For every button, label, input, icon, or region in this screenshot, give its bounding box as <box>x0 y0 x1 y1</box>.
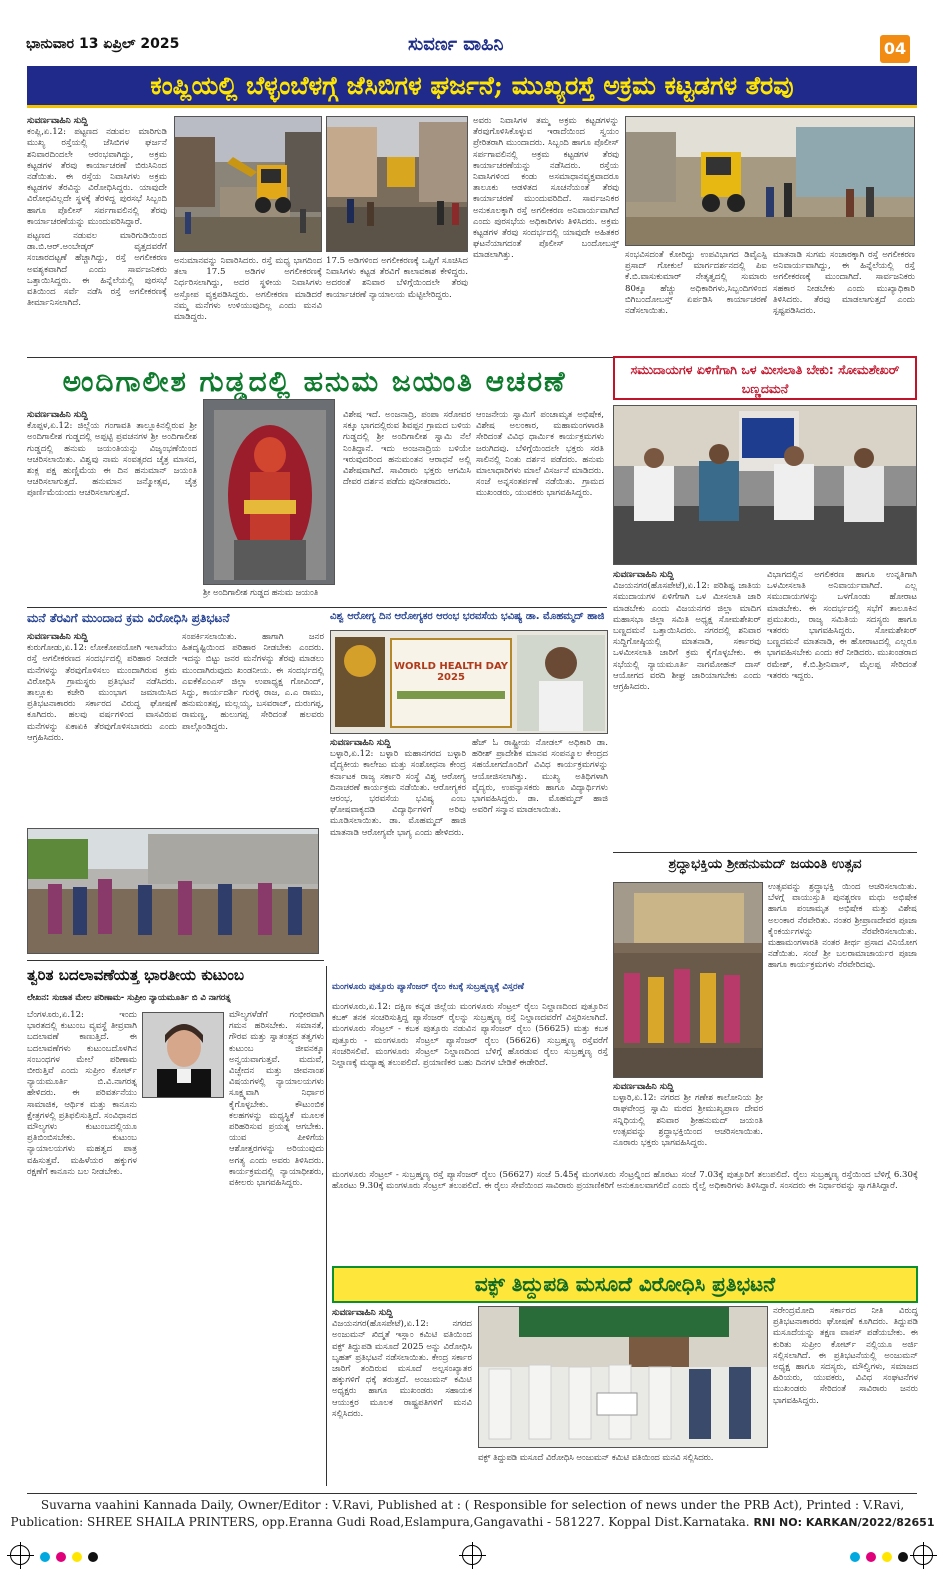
story5-column-1 <box>330 738 466 974</box>
story1-column-1 <box>27 116 167 356</box>
story1-column-5 <box>625 250 767 356</box>
story8-text-1: ಮಂಗಳೂರು,ಏ.12: ದಕ್ಷಿಣ ಕನ್ನಡ ಜಿಲ್ಲೆಯ ಮಂಗಳೂರು ಸೆಂಟ್ರಲ್ ರೈಲು ನಿಲ್ದಾಣದಿಂದ ಪುತ್ತೂರಿನ ಕಬಕ್ ತನಕ ಸಂಚರಿಸುತ್ತಿದ್ದ ಪ್ಯಾಸೆಂಜರ್ ರೈಲನ್ನು ಸುಬ್ರಹ್ಮಣ್ಯ ರಸ್ತೆ ನಿಲ್ದಾಣದವರೆಗೆ ವಿಸ್ತರಿಸಲಾಗಿದೆ. ಮಂಗಳೂರು ಸೆಂಟ್ರಲ್ - ಕಬಕ ಪುತ್ತೂರು ನಡುವಿನ ಪ್ಯಾಸೆಂಜರ್ ರೈಲು (56625) ಮತ್ತು ಕಬಕ ಪುತ್ತೂರು - ಮಂಗಳೂರು ಸೆಂಟ್ರಲ್ ಪ್ಯಾಸೆಂಜರ್ ರೈಲು (56626) ಸುಬ್ರಹ್ಮಣ್ಯ ರಸ್ತೆವರೆಗೆ ಸಂಚರಿಸಲಿವೆ. ಮಂಗಳೂರು ಸೆಂಟ್ರಲ್ ನಿಲ್ದಾಣದಿಂದ ಬೆಳಿಗ್ಗೆ ಹೊರಡುವ ರೈಲು ಸುಬ್ರಹ್ಮಣ್ಯ ರಸ್ತೆ ನಿಲ್ದಾಣಕ್ಕೆ ಮಧ್ಯಾಹ್ನ ತಲುಪಲಿದೆ. ಪ್ರಯಾಣಿಕರ ಬಹು ದಿನಗಳ ಬೇಡಿಕೆ ಈಡೇರಿದೆ. <box>332 1002 608 1069</box>
story1-text-5: ಸಂಭವಿಸದಂತೆ ಕೋರಿದ್ದು ಉಪವಿಭಾಗದ ಡಿವೈಎಸ್ಪಿ ಪ್ರಸಾದ್ ಗೋಕುಲೆ ಮಾರ್ಗದರ್ಶನದಲ್ಲಿ ಪಿಐ ಕೆ.ಬಿ.ವಾಸುಕುಮಾರ್ ನೇತೃತ್ವದಲ್ಲಿ ಸುಮಾರು 80ಕ್ಕೂ ಹೆಚ್ಚು ಅಧಿಕಾರಿಗಳು,ಸಿಬ್ಬಂದಿಗಳಿಂದ ಬಿಗಿಬಂದೋಬಸ್ತ್ ಏರ್ಪಡಿಸಿ ಕಾರ್ಯಾಚರಣೆ ನಡೆಸಲಾಯಿತು. <box>625 250 767 317</box>
story1-text-1b: ಪಟ್ಟಣದ ನಡುವಲ ಮಾರಿಗುಡಿಯಿಂದ ಡಾ.ಬಿ.ಆರ್.ಅಂಬೇಡ್ಕರ್ ವೃತ್ತದವರೆಗೆ ಸಂಚಾರದಟ್ಟಣೆ ಹೆಚ್ಚಾಗಿದ್ದು, ರಸ್ತೆ ಅಗಲೀಕರಣ ಅವಶ್ಯಕವಾಗಿದೆ ಎಂದು ಸಾರ್ವಜನಿಕರು ಒತ್ತಾಯಿಸಿದ್ದರು. ಈ ಹಿನ್ನೆಲೆಯಲ್ಲಿ ಪುರಸಭೆ ವತಿಯಿಂದ ಸರ್ವೆ ನಡೆಸಿ ರಸ್ತೆ ಅಗಲೀಕರಣಕ್ಕೆ ತೀರ್ಮಾನಿಸಲಾಗಿದೆ. <box>27 231 167 309</box>
story9-caption: ವಕ್ಫ್ ತಿದ್ದುಪಡಿ ಮಸೂದೆ ವಿರೋಧಿಸಿ ಅಂಜುಮನ್ ಕಮಿಟಿ ವತಿಯಿಂದ ಮನವಿ ಸಲ್ಲಿಸಿದರು. <box>478 1452 714 1462</box>
jcb-demolition-image <box>175 117 322 252</box>
yellow-color-dot <box>882 1552 892 1562</box>
story5-column-2 <box>472 738 608 974</box>
story1-byline: ಸುವರ್ಣವಾಹಿನಿ ಸುದ್ದಿ <box>27 116 88 126</box>
press-meet-image <box>614 406 917 565</box>
lead-headline: ಕಂಪ್ಲಿಯಲ್ಲಿ ಬೆಳ್ಳಂಬೆಳಗ್ಗೆ ಜೆಸಿಬಿಗಳ ಘರ್ಜನೆ; ಮುಖ್ಯರಸ್ತೆ ಅಕ್ರಮ ಕಟ್ಟಡಗಳ ತೆರವು <box>27 66 917 108</box>
black-color-dot <box>898 1552 908 1562</box>
story2-caption: ಶ್ರೀ ಅಂದಿಗಾಲೀಶ ಗುಡ್ಡದ ಹನುಮ ಜಯಂತಿ <box>203 587 319 597</box>
story3-byline: ಸುವರ್ಣವಾಹಿನಿ ಸುದ್ದಿ <box>613 570 674 580</box>
black-color-dot <box>88 1552 98 1562</box>
story8-column-1 <box>332 1002 608 1166</box>
street-crowd-image <box>327 117 468 252</box>
story6-byline: ಸುವರ್ಣವಾಹಿನಿ ಸುದ್ದಿ <box>613 1082 674 1092</box>
story9-column-1 <box>332 1308 472 1488</box>
page-header <box>0 0 945 66</box>
jcb-crowd-image <box>626 117 915 246</box>
temple-devotees-image <box>614 883 763 1078</box>
world-health-day-poster-title: WORLD HEALTH DAY 2025 <box>393 661 509 683</box>
story1-photo-jcb <box>625 116 915 246</box>
imprint-line-1: Suvarna vaahini Kannada Daily, Owner/Editor : V.Ravi, Published at : ( Responsible for selection of news under the PRB Act), Printed : V.Ravi, <box>40 1498 905 1512</box>
story1-photo-street <box>326 116 468 252</box>
story7-text-2: ಮೌಲ್ಯಗಳೆಡೆಗೆ ಗಂಭೀರವಾಗಿ ಗಮನ ಹರಿಸಬೇಕು. ಸಮಾನತೆ, ಗೌರವ ಮತ್ತು ಸ್ವಾತಂತ್ರ್ಯದ ತತ್ವಗಳು ಕುಟುಂಬ ಜೀವನಕ್ಕೂ ಅನ್ವಯವಾಗುತ್ತವೆ. ಮದುವೆ, ವಿಚ್ಛೇದನ ಮತ್ತು ಜೀವನಾಂಶ ವಿಷಯಗಳಲ್ಲಿ ನ್ಯಾಯಾಲಯಗಳು ಸೂಕ್ಷ್ಮವಾಗಿ ನಿರ್ಧಾರ ಕೈಗೊಳ್ಳಬೇಕು. ಕೌಟುಂಬಿಕ ಕಲಹಗಳನ್ನು ಮಧ್ಯಸ್ಥಿಕೆ ಮೂಲಕ ಪರಿಹರಿಸುವ ಪ್ರಯತ್ನ ಆಗಬೇಕು. ಯುವ ಪೀಳಿಗೆಯ ಆಶೋತ್ತರಗಳನ್ನು ಅರಿಯುವುದು ಅಗತ್ಯ ಎಂದು ಅವರು ತಿಳಿಸಿದರು. ಕಾರ್ಯಕ್ರಮದಲ್ಲಿ ನ್ಯಾಯಾಧೀಶರು, ವಕೀಲರು ಭಾಗವಹಿಸಿದ್ದರು. <box>229 1010 324 1189</box>
story9-byline: ಸುವರ್ಣವಾಹಿನಿ ಸುದ್ದಿ <box>332 1308 393 1318</box>
story2-text-2: ವಿಶೇಷ ಇದೆ. ಅಂಜನಾದ್ರಿ, ಪಂಪಾ ಸರೋವರ ಸಕ್ಕೂ ಭಾಗದಲ್ಲಿರುವ ಶಿವಪ್ಪನ ಗ್ರಾಮದ ಬಳಿಯ ಗುಡ್ಡದಲ್ಲಿ ಶ್ರೀ ಅಂದಿಗಾಲೀಶ ಸ್ವಾಮಿ ನೆಲೆ ನಿಂತಿದ್ದಾನೆ. ಇದು ಅಂಜನಾದ್ರಿಯ ಬಳಿಯೇ ಇರುವುದರಿಂದ ಹನುಮಂತನ ಆರಾಧನೆ ಅಲ್ಲಿ ವಿಶೇಷವಾಗಿದೆ. ಸಾವಿರಾರು ಭಕ್ತರು ಆಗಮಿಸಿ ದೇವರ ದರ್ಶನ ಪಡೆದು ಪುನೀತರಾದರು. <box>343 410 471 488</box>
story5-text-2: ಹೆಚ್ ಓ ರಾಷ್ಟ್ರೀಯ ನೋಡಲ್ ಅಧಿಕಾರಿ ಡಾ. ಹರೀಶ್ ಪ್ರಾದೇಶಿಕ ಮಾನವ ಸಂಪನ್ಮೂಲ ಕೇಂದ್ರದ ಸಹಯೋಗದೊಂದಿಗೆ ವಿವಿಧ ಕಾರ್ಯಕ್ರಮಗಳನ್ನು ಆಯೋಜಿಸಲಾಗಿತ್ತು. ಮುಖ್ಯ ಅತಿಥಿಗಳಾಗಿ ವೈದ್ಯರು, ಉಪನ್ಯಾಸಕರು ಹಾಗೂ ವಿದ್ಯಾರ್ಥಿಗಳು ಭಾಗವಹಿಸಿದ್ದರು. ಡಾ. ಮೊಹಮ್ಮದ್ ಹಾಜಿ ಅವರಿಗೆ ಸನ್ಮಾನ ಮಾಡಲಾಯಿತು. <box>472 738 608 816</box>
story8-text-2: ಮಂಗಳೂರು ಸೆಂಟ್ರಲ್ - ಸುಬ್ರಹ್ಮಣ್ಯ ರಸ್ತೆ ಪ್ಯಾಸೆಂಜರ್ ರೈಲು (56627) ಸಂಜೆ 5.45ಕ್ಕೆ ಮಂಗಳೂರು ಸೆಂಟ್ರಲ್ನಿಂದ ಹೊರಟು ಸಂಜೆ 7.03ಕ್ಕೆ ಪುತ್ತೂರಿಗೆ ತಲುಪಲಿದೆ. ರೈಲು ಸುಬ್ರಹ್ಮಣ್ಯ ರಸ್ತೆಯಿಂದ ಬೆಳಿಗ್ಗೆ 6.30ಕ್ಕೆ ಹೊರಟು 9.30ಕ್ಕೆ ಮಂಗಳೂರು ಸೆಂಟ್ರಲ್ ತಲುಪಲಿದೆ. ಈ ರೈಲು ಸೇವೆಯಿಂದ ಸಾವಿರಾರು ಪ್ರಯಾಣಿಕರಿಗೆ ಅನುಕೂಲವಾಗಲಿದೆ ಎಂದು ರೈಲ್ವೆ ಅಧಿಕಾರಿಗಳು ತಿಳಿಸಿದ್ದಾರೆ. ಸಂಸದರು ಈ ನಿರ್ಧಾರವನ್ನು ಸ್ವಾಗತಿಸಿದ್ದಾರೆ. <box>332 1170 918 1192</box>
story1-text-3: 17.5 ಅಡಿಗಳಿಂದ ಅಗಲೀಕರಣಕ್ಕೆ ಒಪ್ಪಿಗೆ ಸೂಚಿಸಿದ ನಿವಾಸಿಗಳು ಕಟ್ಟಡ ತೆರವಿಗೆ ಕಾಲಾವಕಾಶ ಕೇಳಿದ್ದರು. ಅದರಂತೆ ಶನಿವಾರ ಬೆಳಿಗ್ಗೆಯಿಂದಲೇ ತೆರವು ಕಾರ್ಯಾಚರಣೆ ನ್ಯಾಯಾಲಯ ಮೆಟ್ಟಿಲೇರಿದ್ದರು. <box>326 256 468 300</box>
story7-title: ತ್ವರಿತ ಬದಲಾವಣೆಯತ್ತ ಭಾರತೀಯ ಕುಟುಂಬ <box>27 966 245 984</box>
story2-text-3: ಆಂಜನೇಯ ಸ್ವಾಮಿಗೆ ಪಂಚಾಮೃತ ಅಭಿಷೇಕ, ವಿಶೇಷ ಅಲಂಕಾರ, ಮಹಾಮಂಗಳಾರತಿ ಸೇರಿದಂತೆ ವಿವಿಧ ಧಾರ್ಮಿಕ ಕಾರ್ಯಕ್ರಮಗಳು ಜರುಗಿದವು. ಬೆಳಿಗ್ಗೆಯಿಂದಲೇ ಭಕ್ತರು ಸರತಿ ಸಾಲಿನಲ್ಲಿ ನಿಂತು ದರ್ಶನ ಪಡೆದರು. ಹನುಮ ಮಾಲಾಧಾರಿಗಳು ಮಾಲೆ ವಿಸರ್ಜನೆ ಮಾಡಿದರು. ಸಂಜೆ ಅನ್ನಸಂತರ್ಪಣೆ ನಡೆಯಿತು. ಗ್ರಾಮದ ಮುಖಂಡರು, ಯುವಕರು ಭಾಗವಹಿಸಿದ್ದರು. <box>476 410 604 499</box>
story1-text-4: ಅವರು ನಿವಾಸಿಗಳ ತಮ್ಮ ಅಕ್ರಮ ಕಟ್ಟಡಗಳನ್ನು ತೆರವುಗೊಳಿಸಿಕೊಳ್ಳುವ ಇರಾದೆಯಿಂದ ಸ್ವಯಂ ಪ್ರೇರಿತರಾಗಿ ಮುಂದಾದರು. ಸಿಬ್ಬಂದಿ ಹಾಗೂ ಪೊಲೀಸ್ ಸರ್ಪಗಾವಲಿನಲ್ಲಿ ಅಕ್ರಮ ಕಟ್ಟಡಗಳ ತೆರವು ಕಾರ್ಯಾಚರಣೆಯನ್ನು ನಡೆಸಿದರು. ರಸ್ತೆಯ ನಿವಾಸಿಗಳಿಂದ ಕಂಡು ಅಸಮಾಧಾನವ್ಯಕ್ತವಾದರೂ ತಾಲೂಕು ಆಡಳಿತದ ಸೂಚನೆಯಂತೆ ತೆರವು ಕಾರ್ಯಾಚರಣೆ ಮುಂದುವರಿದಿದೆ. ಸಾರ್ವಜನಿಕರ ಅನುಕೂಲಕ್ಕಾಗಿ ರಸ್ತೆ ಅಗಲೀಕರಣ ಅನಿವಾರ್ಯವಾಗಿದೆ ಎಂದು ಪುರಸಭೆಯ ಅಧಿಕಾರಿಗಳು ತಿಳಿಸಿದರು. ಅಕ್ರಮ ಕಟ್ಟಡಗಳ ತೆರವು ಸಂದರ್ಭದಲ್ಲಿ ಯಾವುದೇ ಅಹಿತಕರ ಘಟನೆಯಾಗದಂತೆ ಪೊಲೀಸ್ ಬಂದೋಬಸ್ತ್ ಮಾಡಲಾಗಿತ್ತು. <box>473 116 619 261</box>
story6-text-2: ಬಳ್ಳಾರಿ,ಏ.12: ನಗರದ ಶ್ರೀ ಗಣೇಶ ಕಾಲೋನಿಯ ಶ್ರೀ ರಾಘವೇಂದ್ರ ಸ್ವಾಮಿ ಮಠದ ಶ್ರೀಮುಖ್ಯಪ್ರಾಣ ದೇವರ ಸನ್ನಿಧಿಯಲ್ಲಿ ಶನಿವಾರ ಶ್ರೀಹನುಮದ್ ಜಯಂತಿ ಉತ್ಸವವನ್ನು ಶ್ರದ್ಧಾಭಕ್ತಿಯಿಂದ ಆಚರಿಸಲಾಯಿತು. ನೂರಾರು ಭಕ್ತರು ಭಾಗವಹಿಸಿದ್ದರು. <box>613 1093 763 1149</box>
story1-photo-demolition <box>174 116 322 252</box>
story6-text-1: ಉತ್ಸವವನ್ನು ಶ್ರದ್ಧಾಭಕ್ತಿ ಯಿಂದ ಆಚರಿಸಲಾಯಿತು. ಬೆಳಗ್ಗೆ ವಾಯುಸ್ತುತಿ ಪುನಶ್ಚರಣ ಮಧು ಅಭಿಷೇಕ ಹಾಗೂ ಪಂಚಾಮೃತ ಅಭಿಷೇಕ ಮತ್ತು ವಿಶೇಷ ಅಲಂಕಾರ ನೆರವೇರಿತು. ನಂತರ ಶ್ರೀಪ್ರಾಣದೇವರ ಪೂಜಾ ಕೈಂಕರ್ಯಗಳನ್ನು ನೆರವೇರಿಸಲಾಯಿತು. ಮಹಾಮಂಗಳಾರತಿ ನಂತರ ತೀರ್ಥ ಪ್ರಸಾದ ವಿನಿಯೋಗ ನಡೆಯಿತು. ಸಂಜೆ ಶ್ರೀ ಬಲರಾಮಾಚಾರ್ಯರ ಪೂಜಾ ಹಾಗೂ ಕಾರ್ಯಕ್ರಮಗಳು ನೆರವೇರಿದವು. <box>768 882 917 971</box>
masthead-title: ಸುವರ್ಣ ವಾಹಿನಿ <box>408 34 504 55</box>
story7-photo-justice <box>142 1012 224 1098</box>
story2-column-3 <box>476 410 604 600</box>
cyan-color-dot <box>40 1552 50 1562</box>
story3-title-box <box>613 356 917 400</box>
story7-column-2 <box>229 1010 324 1486</box>
story3-column-1 <box>613 570 761 850</box>
story9-text-2: ನರೇಂದ್ರಮೋದಿ ಸರ್ಕಾರದ ನೀತಿ ವಿರುದ್ಧ ಪ್ರತಿಭಟನಾಕಾರರು ಘೋಷಣೆ ಕೂಗಿದರು. ತಿದ್ದುಪಡಿ ಮಸೂದೆಯನ್ನು ತಕ್ಷಣ ವಾಪಸ್ ಪಡೆಯಬೇಕು. ಈ ಕುರಿತು ಸುಪ್ರೀಂ ಕೋರ್ಟ್ ನಲ್ಲಿಯೂ ಅರ್ಜಿ ಸಲ್ಲಿಸಲಾಗಿದೆ. ಈ ಪ್ರತಿಭಟನೆಯಲ್ಲಿ ಅಂಜುಮನ್ ಅಧ್ಯಕ್ಷ ಹಾಗೂ ಸದಸ್ಯರು, ಮೌಲ್ವಿಗಳು, ಸಮಾಜದ ಹಿರಿಯರು, ಯುವಕರು, ವಿವಿಧ ಸಂಘಟನೆಗಳ ಮುಖಂಡರು ಸೇರಿದಂತೆ ಸಾವಿರಾರು ಜನರು ಭಾಗವಹಿಸಿದ್ದರು. <box>773 1306 918 1406</box>
page-number: 04 <box>880 35 910 63</box>
magenta-color-dot <box>866 1552 876 1562</box>
issue-date: ಭಾನುವಾರ 13 ಏಪ್ರಿಲ್ 2025 <box>26 36 180 52</box>
story6-column-2 <box>613 1082 763 1172</box>
story1-text-1: ಕಂಪ್ಲಿ,ಏ.12: ಪಟ್ಟಣದ ನಡುವಲ ಮಾರಿಗುಡಿ ಮುಖ್ಯ ರಸ್ತೆಯಲ್ಲಿ ಜೆಸಿಬಿಗಳ ಘರ್ಜನೆ ಶನಿವಾರದಿಂದಲೇ ಆರಂಭವಾಗಿದ್ದು, ಅಕ್ರಮ ಕಟ್ಟಡಗಳ ತೆರವು ಕಾರ್ಯಾಚರಣೆ ಬಿರುಸಿನಿಂದ ನಡೆಯಿತು. ಈ ರಸ್ತೆಯ ನಿವಾಸಿಗಳು ಅಕ್ರಮ ಕಟ್ಟಡಗಳ ತೆರವಿನ್ನು ವಿರೋಧಿಸಿದ್ದರು. ಯಾವುದೇ ವಿರೋಧವಿಲ್ಲದೇ ಸ್ಥಳಕ್ಕೆ ತೆರಳಿದ್ದ ಪುರಸಭೆ ಸಿಬ್ಬಂದಿ ಹಾಗೂ ಪೊಲೀಸ್ ಸರ್ಪಗಾವಲಿನಲ್ಲಿ ತೆರವು ಕಾರ್ಯಾಚರಣೆಯನ್ನು ಮುಂದುವರಿಸಿದ್ದಾರೆ. <box>27 127 167 227</box>
story4-text-1: ಕುರುಗೋಡು,ಏ.12: ಲೋಕೋಪಯೋಗಿ ಇಲಾಖೆಯು ರಸ್ತೆ ಅಗಲೀಕರಣದ ಸಂದರ್ಭದಲ್ಲಿ ಪರಿಹಾರ ನೀಡದೇ ಮನೆಗಳನ್ನು ತೆರವುಗೊಳಿಸಲು ಮುಂದಾಗಿರುವ ಕ್ರಮ ವಿರೋಧಿಸಿ ಗ್ರಾಮಸ್ಥರು ಪ್ರತಿಭಟನೆ ನಡೆಸಿದರು. ತಾಲ್ಲೂಕು ಕಚೇರಿ ಮುಂಭಾಗ ಜಮಾಯಿಸಿದ ಪ್ರತಿಭಟನಾಕಾರರು ಸರ್ಕಾರದ ವಿರುದ್ಧ ಘೋಷಣೆ ಕೂಗಿದರು. ಹಲವು ವರ್ಷಗಳಿಂದ ವಾಸವಿರುವ ಮನೆಗಳನ್ನು ಏಕಾಏಕಿ ತೆರವುಗೊಳಿಸಬಾರದು ಎಂದು ಆಗ್ರಹಿಸಿದರು. <box>27 643 177 743</box>
story4-text-2: ಸಂಪರ್ಕಿಸಲಾಯಿತು. ಹಾಗಾಗಿ ಜನರ ಹಿತದೃಷ್ಟಿಯಿಂದ ಪರಿಹಾರ ನೀಡಬೇಕು ಎಂದರು. ಇದನ್ನು ಬಿಟ್ಟು ಜನರ ಮನೆಗಳನ್ನು ತೆರವು ಮಾಡಲು ಮುಂದಾಗಿರುವುದು ಖಂಡನೀಯ. ಈ ಸಂದರ್ಭದಲ್ಲಿ ಎಐಕೆಕೆಎಂಎಸ್ ಜಿಲ್ಲಾ ಉಪಾಧ್ಯಕ್ಷ ಗೋವಿಂದ್, ಸಿದ್ದು, ಕಾರ್ಯದರ್ಶಿ ಗುರಳ್ಳಿ ರಾಜ, ಎ.ಎ ರಾಮು, ಹನುಮಂತಪ್ಪ, ಮಲ್ಲಯ್ಯ, ಬಸವರಾಜ್, ದುರುಗಪ್ಪ, ರಾಮಣ್ಣ, ಹುಲುಗಪ್ಪ ಸೇರಿದಂತೆ ಹಲವರು ಪಾಲ್ಗೊಂಡಿದ್ದರು. <box>182 632 324 732</box>
story2-column-1 <box>27 410 197 600</box>
divider <box>27 960 324 961</box>
story1-column-6 <box>773 250 915 356</box>
story8-column-2 <box>332 1170 918 1258</box>
story4-byline: ಸುವರ್ಣವಾಹಿನಿ ಸುದ್ದಿ <box>27 632 88 642</box>
justice-portrait-image <box>143 1013 224 1098</box>
story2-photo-idol <box>203 399 335 585</box>
divider <box>326 966 327 1486</box>
hanuman-idol-image <box>204 400 335 585</box>
story6-title: ಶ್ರದ್ಧಾಭಕ್ತಿಯ ಶ್ರೀಹನುಮದ್ ಜಯಂತಿ ಉತ್ಸವ <box>668 856 862 872</box>
story1-text-2: ಅನುಮಾನವನ್ನು ನಿವಾರಿಸಿದರು. ರಸ್ತೆ ಮಧ್ಯ ಭಾಗದಿಂದ ತಲಾ 17.5 ಅಡಿಗಳ ಅಗಲೀಕರಣಕ್ಕೆ ನಿರ್ಧರಿಸಲಾಗಿದ್ದು, ಅದರ ಸ್ಥಳೀಯ ನಿವಾಸಿಗಳು ಅಸ್ತೋಪ ವ್ಯಕ್ತಪಡಿಸಿದ್ದರು. ಅಗಲೀಕರಣ ಮಾಡಿದರೆ ನಮ್ಮ ಮನೆಗಳು ಉಳಿಯುವುದಿಲ್ಲ ಎಂದು ಮನವಿ ಮಾಡಿದ್ದರು. <box>174 256 322 323</box>
registration-mark <box>10 1545 30 1565</box>
story6-photo-temple <box>613 882 763 1078</box>
story4-column-1 <box>27 632 177 824</box>
divider <box>613 852 917 853</box>
story1-text-6: ಮಾತನಾಡಿ ಸುಗಮ ಸಂಚಾರಕ್ಕಾಗಿ ರಸ್ತೆ ಅಗಲೀಕರಣ ಅನಿವಾರ್ಯವಾಗಿದ್ದು, ಈ ಹಿನ್ನೆಲೆಯಲ್ಲಿ ರಸ್ತೆ ಅಗಲೀಕರಣಕ್ಕೆ ಮುಂದಾಗಿದೆ. ಸಾರ್ವಜನಿಕರು ಸಹಕಾರ ನೀಡಬೇಕು ಎಂದು ಮುಖ್ಯಾಧಿಕಾರಿ ತಿಳಿಸಿದರು. ತೆರವು ಮಾಡಲಾಗುತ್ತದೆ ಎಂದು ಸ್ಪಷ್ಟಪಡಿಸಿದರು. <box>773 250 915 317</box>
waqf-protest-image <box>479 1307 768 1448</box>
imprint-address: Publication: SHREE SHAILA PRINTERS, opp.Eranna Gudi Road,Eslampura,Gangavathi - 581227. Koppal Dist.Karnataka. <box>10 1515 750 1529</box>
story3-photo-meeting <box>613 405 917 565</box>
story2-column-2 <box>343 410 471 600</box>
story7-column-1 <box>27 1010 137 1486</box>
rni-number: RNI NO: KARKAN/2022/82651 <box>753 1516 935 1529</box>
story7-text-1: ಬೆಂಗಳೂರು,ಏ.12: ಇಂದು ಭಾರತದಲ್ಲಿ ಕುಟುಂಬ ವ್ಯವಸ್ಥೆ ತೀವ್ರವಾಗಿ ಬದಲಾವಣೆ ಕಾಣುತ್ತಿದೆ. ಈ ಬದಲಾವಣೆಗಳು ಕುಟುಂಬದೊಳಗಿನ ಸಂಬಂಧಗಳ ಮೇಲೆ ಪರಿಣಾಮ ಬೀರುತ್ತಿವೆ ಎಂದು ಸುಪ್ರೀಂ ಕೋರ್ಟ್ ನ್ಯಾಯಮೂರ್ತಿ ಬಿ.ವಿ.ನಾಗರತ್ನ ಹೇಳಿದರು. ಈ ಪರಿವರ್ತನೆಯು ಸಾಮಾಜಿಕ, ಆರ್ಥಿಕ ಮತ್ತು ಕಾನೂನು ಕ್ಷೇತ್ರಗಳಲ್ಲಿ ಪ್ರತಿಫಲಿಸುತ್ತಿದೆ. ಸಂವಿಧಾನದ ಮೌಲ್ಯಗಳು ಕುಟುಂಬದಲ್ಲಿಯೂ ಪ್ರತಿಬಿಂಬಿಸಬೇಕು. ಕುಟುಂಬ ನ್ಯಾಯಾಲಯಗಳು ಮಹತ್ವದ ಪಾತ್ರ ವಹಿಸುತ್ತವೆ. ಮಹಿಳೆಯರ ಹಕ್ಕುಗಳ ರಕ್ಷಣೆಗೆ ಕಾನೂನು ಬಲ ನೀಡಬೇಕು. <box>27 1010 137 1177</box>
story2-byline: ಸುವರ್ಣವಾಹಿನಿ ಸುದ್ದಿ <box>27 410 88 420</box>
story4-column-2 <box>182 632 324 824</box>
imprint-line-2 <box>0 1515 945 1529</box>
registration-mark <box>913 1545 933 1565</box>
story9-headline: ವಕ್ಫ್ ತಿದ್ದುಪಡಿ ಮಸೂದೆ ವಿರೋಧಿಸಿ ಪ್ರತಿಭಟನೆ <box>332 1266 918 1303</box>
story3-column-2 <box>767 570 917 850</box>
story5-text-1: ಬಳ್ಳಾರಿ,ಏ.12: ಬಳ್ಳಾರಿ ಮಹಾನಗರದ ಬಳ್ಳಾರಿ ವೈದ್ಯಕೀಯ ಕಾಲೇಜು ಮತ್ತು ಸಂಶೋಧನಾ ಕೇಂದ್ರ ಕರ್ನಾಟಕ ರಾಜ್ಯ ಸರ್ಕಾರಿ ಸಂಸ್ಥೆ ವಿಶ್ವ ಆರೋಗ್ಯ ದಿನಾಚರಣೆ ಕಾರ್ಯಕ್ರಮ ನಡೆಯಿತು. ಆರೋಗ್ಯಕರ ಆರಂಭ, ಭರವಸೆಯ ಭವಿಷ್ಯ ಎಂಬ ಘೋಷವಾಕ್ಯದಡಿ ವಿದ್ಯಾರ್ಥಿಗಳಿಗೆ ಅರಿವು ಮೂಡಿಸಲಾಯಿತು. ಡಾ. ಮೊಹಮ್ಮದ್ ಹಾಜಿ ಮಾತನಾಡಿ ಆರೋಗ್ಯವೇ ಭಾಗ್ಯ ಎಂದು ಹೇಳಿದರು. <box>330 749 466 838</box>
story9-column-2 <box>773 1306 918 1486</box>
story4-photo-protest <box>27 828 319 954</box>
story2-text-1: ಕೊಪ್ಪಳ,ಏ.12: ಜಿಲ್ಲೆಯ ಗಂಗಾವತಿ ತಾಲ್ಲೂಕಿನಲ್ಲಿರುವ ಶ್ರೀ ಅಂದಿಗಾಲೀಶ ಗುಡ್ಡದಲ್ಲಿ ಅಪ್ಪಟ್ಟಿ ಪ್ರವಚನಗಳ ಶ್ರೀ ಅಂದಿಗಾಲೀಶ ಗುಡ್ಡದಲ್ಲಿ ಹನುಮ ಜಯಂತಿಯನ್ನು ವಿಜೃಂಭಣೆಯಿಂದ ಆಚರಿಸಲಾಯಿತು. ವಿಶ್ವವು ನಾಮ ಸಂವತ್ಸರದ ಚೈತ್ರ ಮಾಸದ, ಶುಕ್ಲ ಪಕ್ಷ ಹುಣ್ಣಿಮೆಯ ಈ ದಿನ ಹನುಮಾನ್ ಜಯಂತಿ ಆಚರಿಸಲಾಗುತ್ತದೆ. ಹನುಮಾನ ಜನ್ಮೋತ್ಸವ, ಚೈತ್ರ ಪೂರ್ಣಿಮೆಯಂದು ಆಚರಿಸಲಾಗುತ್ತದೆ. <box>27 421 197 499</box>
story4-title: ಮನೆ ತೆರವಿಗೆ ಮುಂದಾದ ಕ್ರಮ ವಿರೋಧಿಸಿ ಪ್ರತಿಭಟನೆ <box>27 611 230 625</box>
divider <box>27 607 607 608</box>
story7-author: ಲೇಖನ: ಸುಜಾತ ಮೇಲ ಪರಿಣಾಮ- ಸುಪ್ರೀಂ ನ್ಯಾಯಮೂರ್ತಿ ಬಿ ವಿ ನಾಗರತ್ನ <box>27 992 231 1002</box>
story2-headline: ಅಂದಿಗಾಲೀಶ ಗುಡ್ಡದಲ್ಲಿ ಹನುಮ ಜಯಂತಿ ಆಚರಣೆ <box>62 365 567 398</box>
cyan-color-dot <box>850 1552 860 1562</box>
story8-title: ಮಂಗಳೂರು ಪುತ್ತೂರು ಪ್ಯಾಸೆಂಜರ್ ರೈಲು ಕಬಕ್ಕೆ ಸುಬ್ರಹ್ಮಣ್ಯಕ್ಕೆ ವಿಸ್ತರಣೆ <box>332 982 524 992</box>
story9-photo-protest <box>478 1306 768 1448</box>
story6-column-1 <box>768 882 917 1172</box>
protest-crowd-image <box>28 829 319 954</box>
magenta-color-dot <box>56 1552 66 1562</box>
story5-byline: ಸುವರ್ಣವಾಹಿನಿ ಸುದ್ದಿ <box>330 738 391 748</box>
story5-photo-health-day <box>330 630 608 734</box>
story1-column-2 <box>174 256 322 356</box>
story3-title: ಸಮುದಾಯಗಳ ಏಳಿಗೆಗಾಗಿ ಒಳ ಮೀಸಲಾತಿ ಬೇಕು: ಸೋಮಶೇಖರ್ ಬಣ್ಣದಮನೆ <box>630 362 900 396</box>
story3-text-1: ವಿಜಯನಗರ(ಹೊಸಪೇಟೆ),ಏ.12: ಪರಿಶಿಷ್ಟ ಜಾತಿಯ ಸಮುದಾಯಗಳ ಏಳಿಗೆಗಾಗಿ ಒಳ ಮೀಸಲಾತಿ ಜಾರಿ ಮಾಡಬೇಕು ಎಂದು ವಿಜಯನಗರ ಜಿಲ್ಲಾ ಮಾದಿಗ ಮಹಾಸಭಾ ಜಿಲ್ಲಾ ಸಮಿತಿ ಅಧ್ಯಕ್ಷ ಸೋಮಶೇಖರ್ ಬಣ್ಣದಮನೆ ಒತ್ತಾಯಿಸಿದರು. ನಗರದಲ್ಲಿ ಶನಿವಾರ ಸುದ್ದಿಗೋಷ್ಠಿಯಲ್ಲಿ ಮಾತನಾಡಿ, ಸರ್ಕಾರವು ಒಳಮೀಸಲಾತಿ ಜಾರಿಗೆ ಕ್ರಮ ಕೈಗೊಳ್ಳಬೇಕು. ಈ ಸಭೆಯಲ್ಲಿ ನ್ಯಾಯಮೂರ್ತಿ ನಾಗಮೋಹನ್ ದಾಸ್ ಆಯೋಗದ ವರದಿ ಶೀಘ್ರ ಜಾರಿಯಾಗಬೇಕು ಎಂದು ಆಗ್ರಹಿಸಿದರು. <box>613 581 761 693</box>
story1-column-4 <box>473 116 619 356</box>
registration-mark <box>462 1545 482 1565</box>
story5-title: ವಿಶ್ವ ಆರೋಗ್ಯ ದಿನ ಆರೋಗ್ಯಕರ ಆರಂಭ ಭರವಸೆಯ ಭವಿಷ್ಯ ಡಾ. ಮೊಹಮ್ಮದ್ ಹಾಜಿ <box>330 611 605 622</box>
story1-column-3 <box>326 256 468 356</box>
yellow-color-dot <box>72 1552 82 1562</box>
story9-text-1: ವಿಜಯನಗರ(ಹೊಸಪೇಟೆ),ಏ.12: ನಗರದ ಅಂಜುಮನ್ ಖಿದ್ಮತೆ ಇಸ್ಲಾಂ ಕಮಿಟಿ ವತಿಯಿಂದ ವಕ್ಫ್ ತಿದ್ದುಪಡಿ ಮಸೂದೆ 2025 ಅನ್ನು ವಿರೋಧಿಸಿ ಬೃಹತ್ ಪ್ರತಿಭಟನೆ ನಡೆಸಲಾಯಿತು. ಕೇಂದ್ರ ಸರ್ಕಾರ ಜಾರಿಗೆ ತಂದಿರುವ ಮಸೂದೆ ಅಲ್ಪಸಂಖ್ಯಾತರ ಹಕ್ಕುಗಳಿಗೆ ಧಕ್ಕೆ ತರುತ್ತದೆ. ಅಂಜುಮನ್ ಕಮಿಟಿ ಅಧ್ಯಕ್ಷರು ಹಾಗೂ ಮುಖಂಡರು ಸಹಾಯಕ ಆಯುಕ್ತರ ಮೂಲಕ ರಾಷ್ಟ್ರಪತಿಗಳಿಗೆ ಮನವಿ ಸಲ್ಲಿಸಿದರು. <box>332 1319 472 1419</box>
masthead <box>408 34 503 55</box>
footer-divider <box>27 1493 917 1494</box>
story3-text-2: ವಿಭಾಗದಲ್ಲಿನ ಅಗಲಿಕರಣ ಹಾಗೂ ಉನ್ನತಿಗಾಗಿ ಒಳಮೀಸಲಾತಿ ಅನಿವಾರ್ಯವಾಗಿದೆ. ಎಲ್ಲ ಸಮುದಾಯಗಳನ್ನು ಒಳಗೊಂಡು ಹೋರಾಟ ಮಾಡಬೇಕು. ಈ ಸಂದರ್ಭದಲ್ಲಿ ಸಭೆಗೆ ತಾಲೂಕಿನ ಪ್ರಮುಖರು, ರಾಜ್ಯ ಸಮಿತಿಯ ಸದಸ್ಯರು ಹಾಗೂ ಇತರರು ಭಾಗವಹಿಸಿದ್ದರು. ಸೋಮಶೇಖರ್ ಬಣ್ಣದಮನೆ ಮಾತನಾಡಿ, ಈ ಹೋರಾಟದಲ್ಲಿ ಎಲ್ಲರೂ ಭಾಗವಹಿಸಬೇಕು ಎಂದು ಕರೆ ನೀಡಿದರು. ಮುಖಂಡರಾದ ರಮೇಶ್, ಕೆ.ಬಿ.ಶ್ರೀನಿವಾಸ್, ಮೈಲಪ್ಪ ಸೇರಿದಂತೆ ಇತರರು ಇದ್ದರು. <box>767 570 917 681</box>
